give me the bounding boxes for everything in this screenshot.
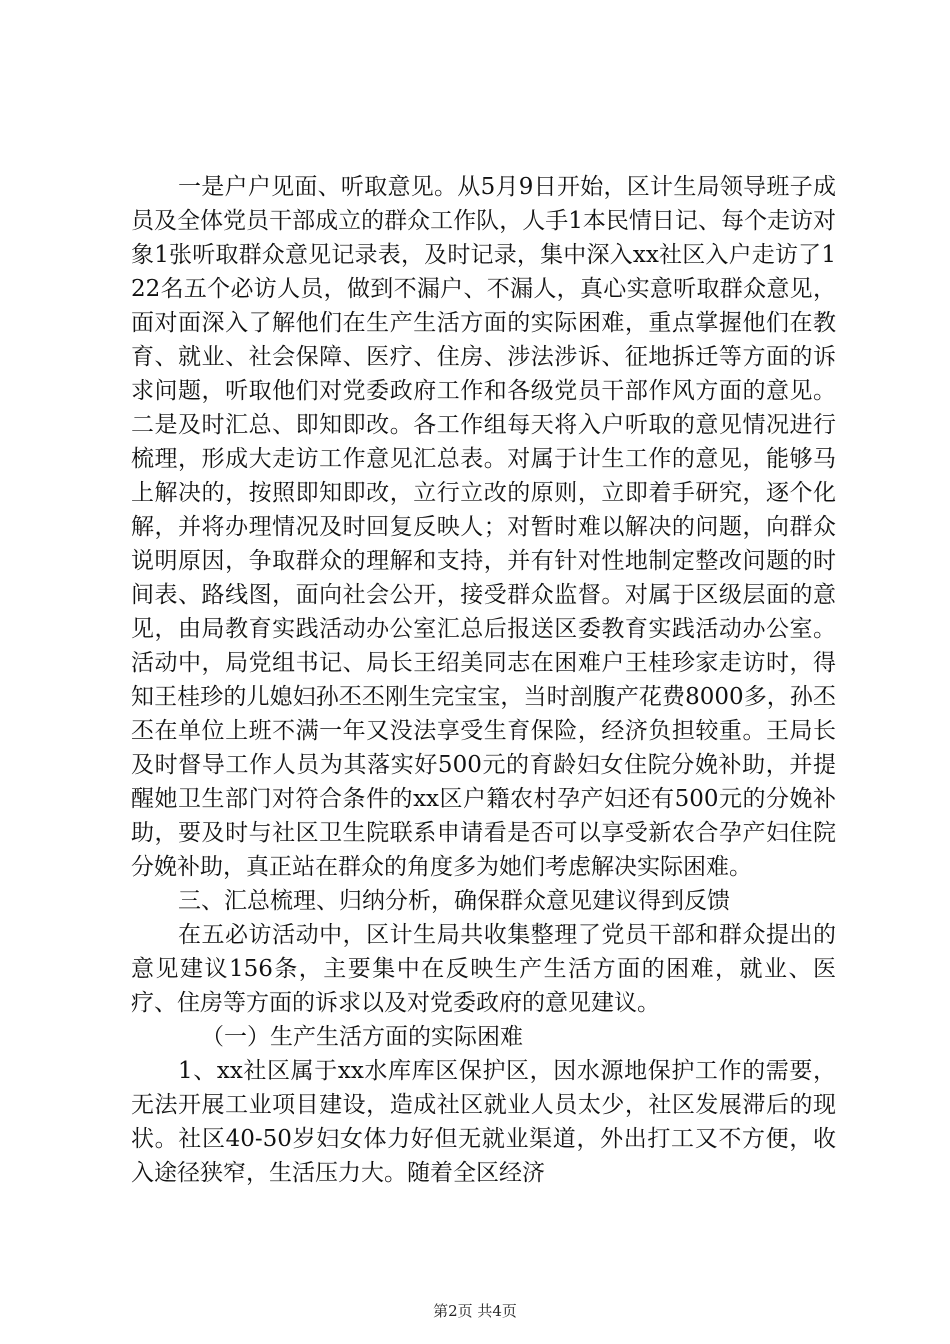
- subsection-heading-one: （一）生产生活方面的实际困难: [201, 1024, 523, 1050]
- section-heading-three: 三、汇总梳理、归纳分析，确保群众意见建议得到反馈: [178, 888, 730, 914]
- paragraph-visit-and-rectify: 一是户户见面、听取意见。从5月9日开始，区计生局领导班子成员及全体党员干部成立的群众工作队，人手1本民情日记、每个走访对象1张听取群众意见记录表，及时记录，集中深入xx社区入户走访了122名五个必访人员，做到不漏户、不漏人，真心实意听取群众意见，面对面深入了解他们在生产生活方面的实际困难，重点掌握他们在教育、就业、社会保障、医疗、住房、涉法涉诉、征地拆迁等方面的诉求问题，听取他们对党委政府工作和各级党员干部作风方面的意见。二是及时汇总、即知即改。各工作组每天将入户听取的意见情况进行梳理，形成大走访工作意见汇总表。对属于计生工作的意见，能够马上解决的，按照即知即改，立行立改的原则，立即着手研究，逐个化解，并将办理情况及时回复反映人；对暂时难以解决的问题，向群众说明原因，争取群众的理解和支持，并有针对性地制定整改问题的时间表、路线图，面向社会公开，接受群众监督。对属于区级层面的意见，由局教育实践活动办公室汇总后报送区委教育实践活动办公室。活动中，局党组书记、局长王绍美同志在困难户王桂珍家走访时，得知王桂珍的儿媳妇孙丕丕刚生完宝宝，当时剖腹产花费8000多，孙丕丕在单位上班不满一年又没法享受生育保险，经济负担较重。王局长及时督导工作人员为其落实好500元的育龄妇女住院分娩补助，并提醒她卫生部门对符合条件的xx区户籍农村孕产妇还有500元的分娩补助，要及时与社区卫生院联系申请看是否可以享受新农合孕产妇住院分娩补助，真正站在群众的角度多为她们考虑解决实际困难。: [131, 174, 836, 880]
- page-footer: 第2页 共4页: [433, 1302, 517, 1320]
- paragraph-summary-suggestions: 在五必访活动中，区计生局共收集整理了党员干部和群众提出的意见建议156条，主要集中在反映生产生活方面的困难，就业、医疗、住房等方面的诉求以及对党委政府的意见建议。: [131, 922, 836, 1016]
- paragraph-community-difficulty: 1、xx社区属于xx水库库区保护区，因水源地保护工作的需要，无法开展工业项目建设，造成社区就业人员太少，社区发展滞后的现状。社区40-50岁妇女体力好但无就业渠道，外出打工又不方便，收入途径狭窄，生活压力大。随着全区经济: [131, 1058, 836, 1186]
- document-body: [131, 170, 836, 1190]
